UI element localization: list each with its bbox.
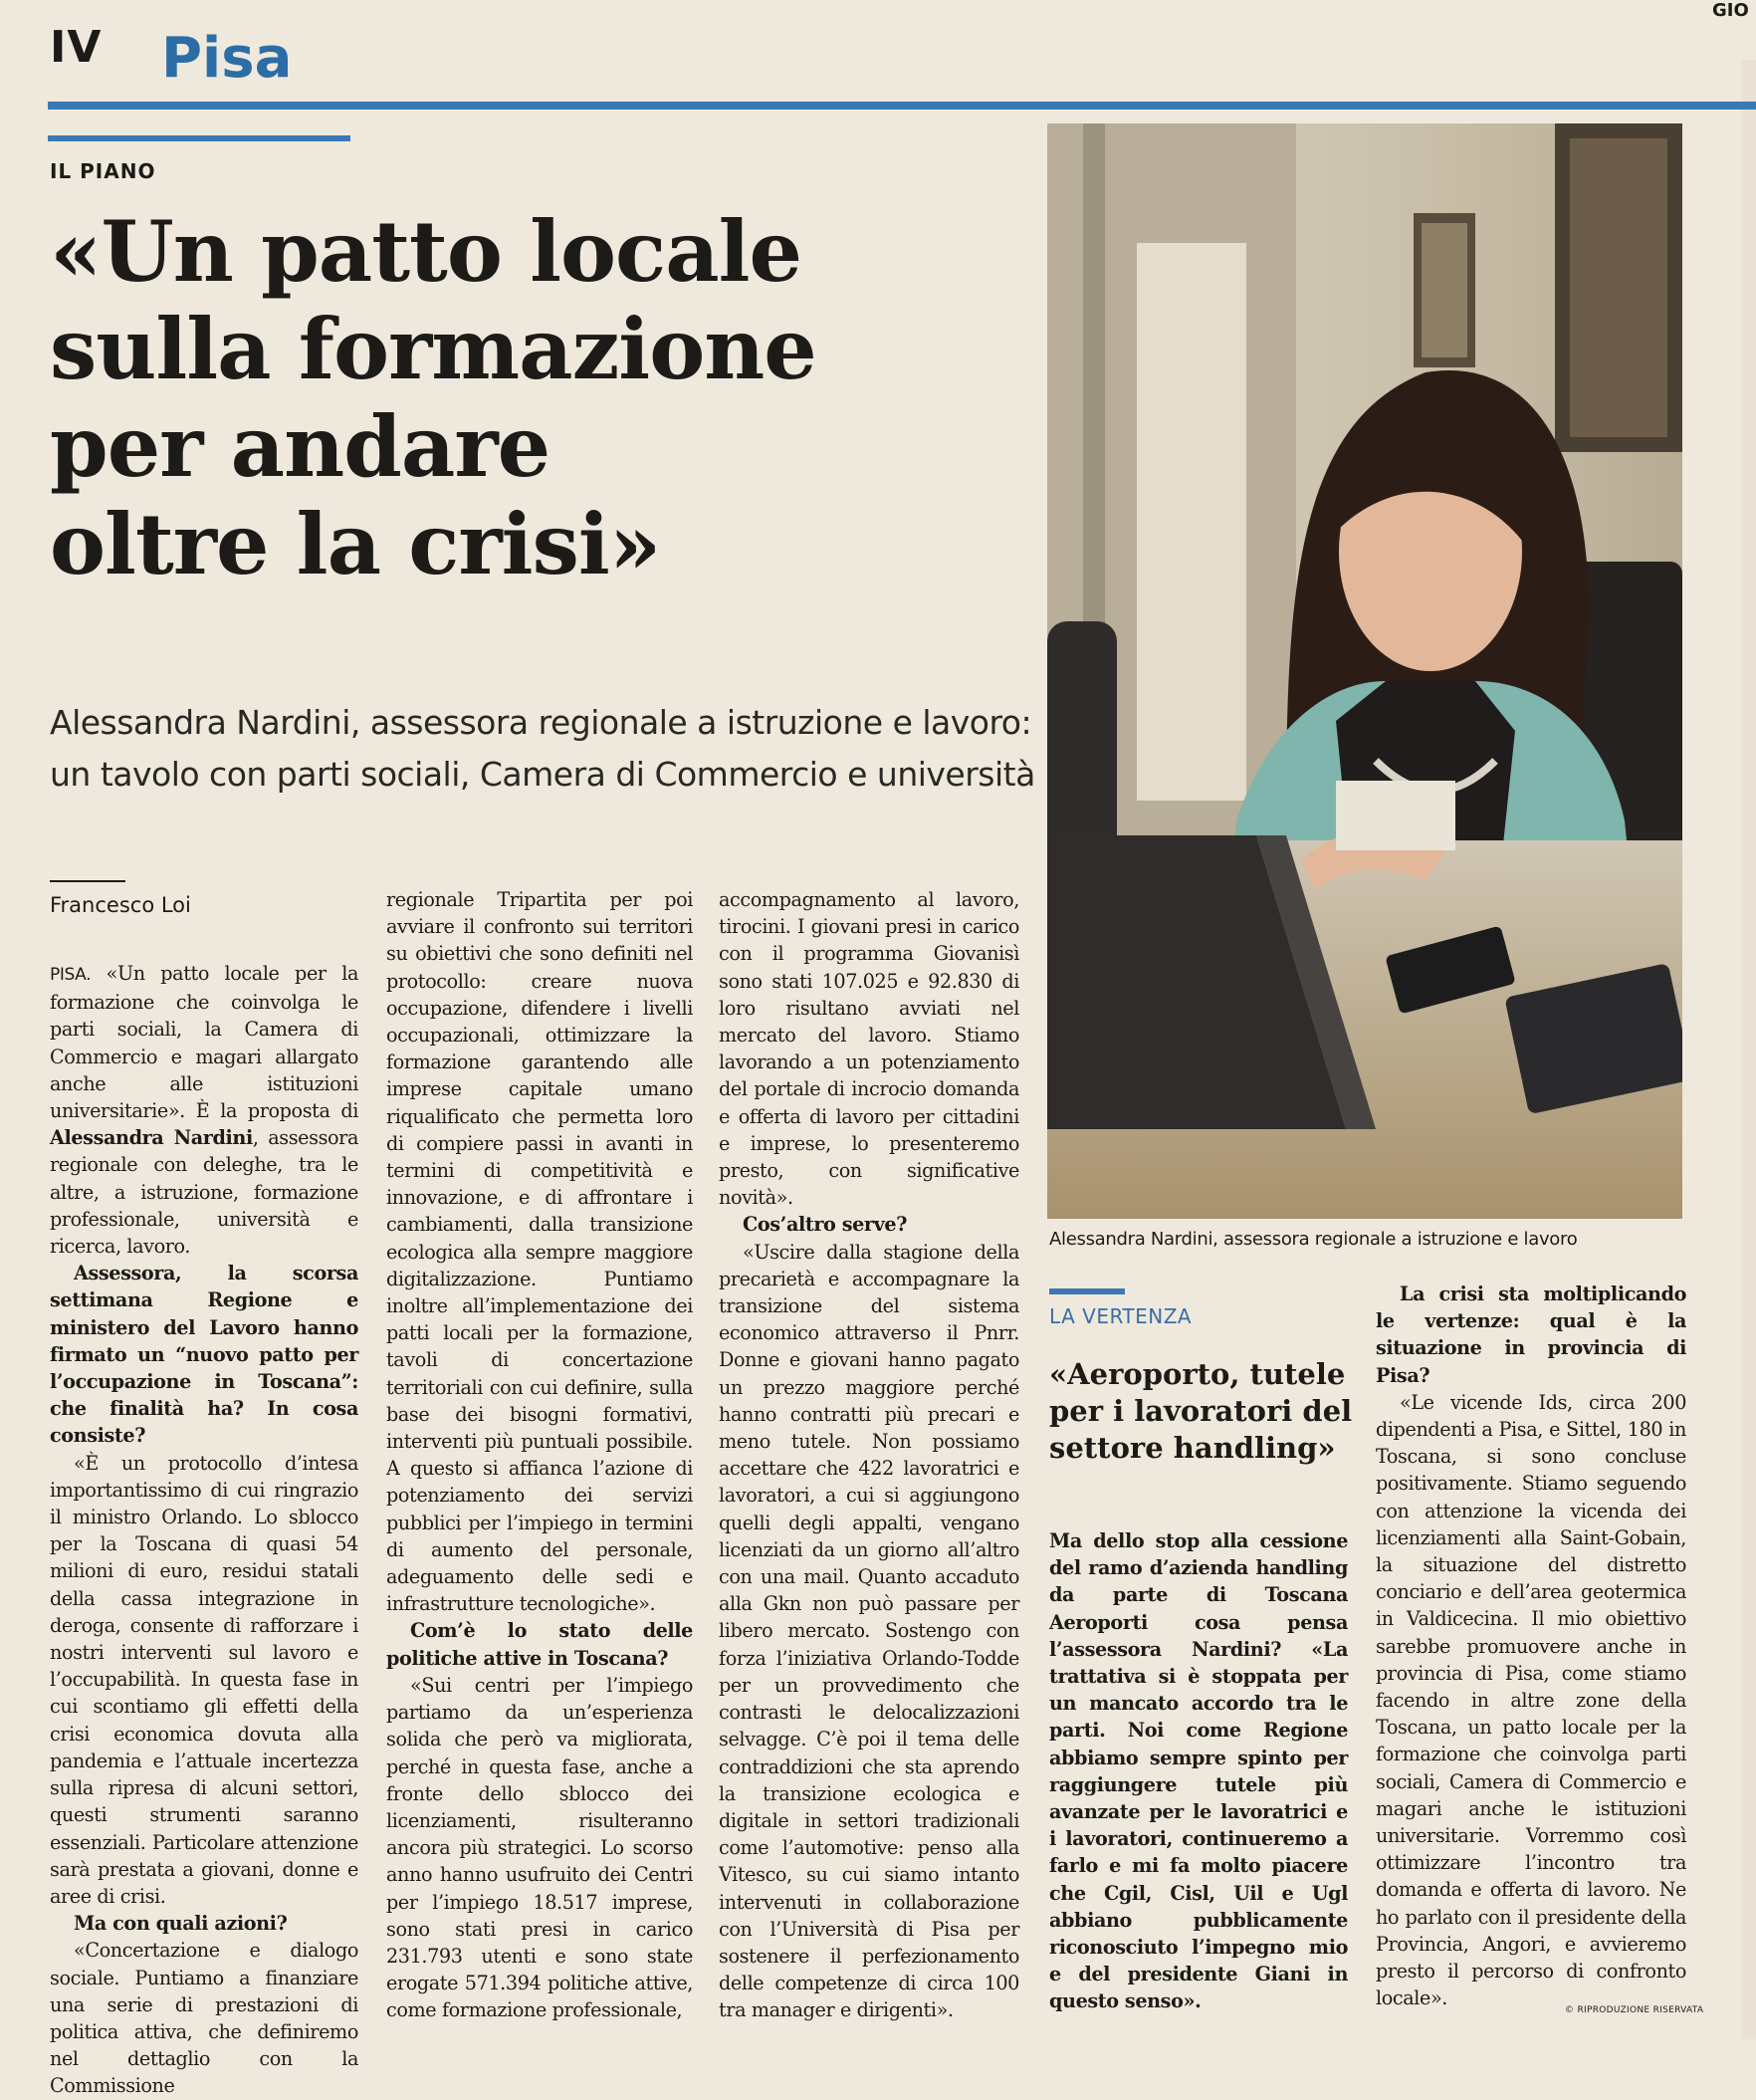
article-subtitle (50, 697, 1045, 801)
answer: «Concertazione e dialogo sociale. Puntiamo a finanziare una serie di prestazioni di politica attiva, che definiremo nel dettaglio con la Commissione (50, 1939, 358, 2098)
sidebar-headline: «Aeroporto, tutele per i lavoratori del settore handling» (1049, 1357, 1353, 1465)
subtitle-line: Alessandra Nardini, assessora regionale a istruzione e lavoro: (50, 703, 1032, 742)
photo-caption: Alessandra Nardini, assessora regionale a istruzione e lavoro (1049, 1229, 1578, 1250)
subtitle-line: un tavolo con parti sociali, Camera di Commercio e università (50, 755, 1035, 794)
headline-line: oltre la crisi» (50, 495, 661, 593)
kicker-rule (48, 135, 350, 141)
dateline: PISA. (50, 965, 92, 985)
question: Assessora, la scorsa settimana Regione e ministero del Lavoro hanno firmato un “nuovo patto per l’occupazione in Toscana”: che finalità ha? In cosa consiste? (50, 1262, 358, 1448)
article-kicker: IL PIANO (50, 159, 156, 183)
adjacent-page-edge (1742, 60, 1756, 2039)
sidebar-column-1 (1049, 1527, 1348, 2015)
byline-rule (50, 880, 125, 882)
article-column-1 (50, 960, 358, 2100)
sidebar-question-answer: Ma dello stop alla cessione del ramo d’azienda handling da parte di Toscana Aeroporti cosa pensa l’assessora Nardini? «La trattativa si è stoppata per un mancato accordo tra le parti. Noi come Regione abbiamo sempre spinto per raggiungere tutele più avanzate per le lavoratrici e i lavoratori, continueremo a farlo e mi fa molto piacere che Cgil, Cisl, Uil e Ugl abbiano pubblicamente riconosciuto l’impegno mio e del presidente Giani in questo senso». (1049, 1529, 1348, 2013)
headline-line: sulla formazione (50, 300, 816, 398)
headline-line: per andare (50, 397, 550, 496)
corner-text: GIO (1712, 0, 1749, 21)
photo-illustration (1047, 123, 1682, 1219)
answer-continued: regionale Tripartita per poi avviare il confronto sui territori su obiettivi che sono definiti nel protocollo: creare nuova occupazione, difendere i livelli occupazionali, ottimizzare la formazione garantendo alle imprese capitale umano riqualificato che permetta loro di compiere passi in avanti in termini di competitività e innovazione, e di affrontare i cambiamenti, dalla transizione ecologica alla sempre maggiore digitalizzazione. Puntiamo inoltre all’implementazione dei patti locali per la formazione, tavoli di concertazione territoriali con cui definire, sulla base dei bisogni formativi, interventi più puntuali possibile. A questo si affianca l’azione di potenziamento dei servizi pubblici per l’impiego in termini di aumento del personale, adeguamento delle sedi e infrastrutture tecnologiche». (386, 888, 693, 1616)
question: Cos’altro serve? (743, 1213, 908, 1237)
sidebar-kicker: LA VERTENZA (1049, 1304, 1193, 1328)
answer: «È un protocollo d’intesa importantissimo di cui ringrazio il ministro Orlando. Lo sblocco per la Toscana di quasi 54 milioni di euro, residui statali della cassa integrazione in deroga, consente di rafforzare i nostri interventi sul lavoro e l’occupabilità. In questa fase in cui scontiamo gli effetti della crisi economica dovuta alla pandemia e l’attuale incertezza sulla ripresa di alcuni settori, questi strumenti saranno essenziali. Particolare attenzione sarà prestata a giovani, donne e aree di crisi. (50, 1451, 358, 1908)
section-name: Pisa (161, 26, 293, 91)
question: Ma con quali azioni? (74, 1912, 288, 1936)
article-column-2 (386, 886, 693, 2024)
sidebar-rule (1049, 1288, 1125, 1294)
interviewee-name: Alessandra Nardini (50, 1126, 253, 1150)
sidebar-question: La crisi sta moltiplicando le vertenze: qual è la situazione in provincia di Pisa? (1376, 1283, 1686, 1387)
sidebar-column-2 (1376, 1281, 1686, 2011)
headline-line: «Un patto locale (50, 202, 801, 301)
answer: «Uscire dalla stagione della precarietà e accompagnare la transizione del sistema economico attraverso il Pnrr. Donne e giovani hanno pagato un prezzo maggiore perché hanno contratti più precari e meno tutele. Non possiamo accettare che 422 lavoratrici e lavoratori, a cui si aggiungono quelli degli appalti, vengano licenziati da un giorno all’altro con una mail. Quanto accaduto alla Gkn non può passare per libero mercato. Sostengo con forza l’iniziativa Orlando-Todde per un provvedimento che contrasti le delocalizzazioni selvagge. C’è poi il tema delle contraddizioni che sta aprendo la transizione ecologica e digitale in settori tradizionali come l’automotive: penso alla Vitesco, su cui siamo intanto intervenuti in collaborazione con l’Università di Pisa per sostenere il perfezionamento delle competenze di circa 100 tra manager e dirigenti». (719, 1240, 1019, 2022)
page-number: IV (50, 22, 103, 73)
answer-continued: accompagnamento al lavoro, tirocini. I giovani presi in carico con il programma Giovanisì sono stati 107.025 e 92.830 di loro risultano avviati nel mercato del lavoro. Stiamo lavorando a un potenziamento del portale di incrocio domanda e offerta di lavoro per cittadini e imprese, lo presenteremo presto, con significative novità». (719, 888, 1019, 1210)
copyright-notice: © RIPRODUZIONE RISERVATA (1565, 2005, 1704, 2015)
interviewee-photo (1047, 123, 1682, 1219)
sidebar-answer: «Le vicende Ids, circa 200 dipendenti a Pisa, e Sittel, 180 in Toscana, si sono concluse positivamente. Stiamo seguendo con attenzione la vicenda dei licenziamenti alla Saint-Gobain, la situazione del distretto conciario e dell’area geotermica in Valdicecina. Il mio obiettivo sarebbe promuovere anche in provincia di Pisa, come stiamo facendo in altre zone della Toscana, un patto locale per la formazione che coinvolga parti sociali, Camera di Commercio e magari anche le istituzioni universitarie. Vorremmo così ottimizzare l’incontro tra domanda e offerta di lavoro. Ne ho parlato con il presidente della Provincia, Angori, e avvieremo presto il percorso di confronto locale». (1376, 1390, 1686, 2010)
question: Com’è lo stato delle politiche attive in Toscana? (386, 1619, 693, 1670)
article-column-3 (719, 886, 1019, 2024)
intro-paragraph: PISA. «Un patto locale per la formazione che coinvolga le parti sociali, la Camera di Commercio e magari allargato anche alle istituzioni universitarie». È la proposta di Alessandra Nardini, assessora regionale con deleghe, tra le altre, a istruzione, formazione professionale, università e ricerca, lavoro. (50, 962, 358, 1259)
article-headline (50, 203, 1045, 593)
answer: «Sui centri per l’impiego partiamo da un’esperienza solida che però va migliorata, perché in questa fase, anche a fronte dello sblocco dei licenziamenti, risulteranno ancora più strategici. Lo scorso anno hanno usufruito dei Centri per l’impiego 18.517 imprese, sono stati presi in carico 231.793 utenti e sono state erogate 571.394 politiche attive, come formazione professionale, (386, 1673, 693, 2022)
header-rule (48, 102, 1756, 110)
byline: Francesco Loi (50, 893, 191, 917)
